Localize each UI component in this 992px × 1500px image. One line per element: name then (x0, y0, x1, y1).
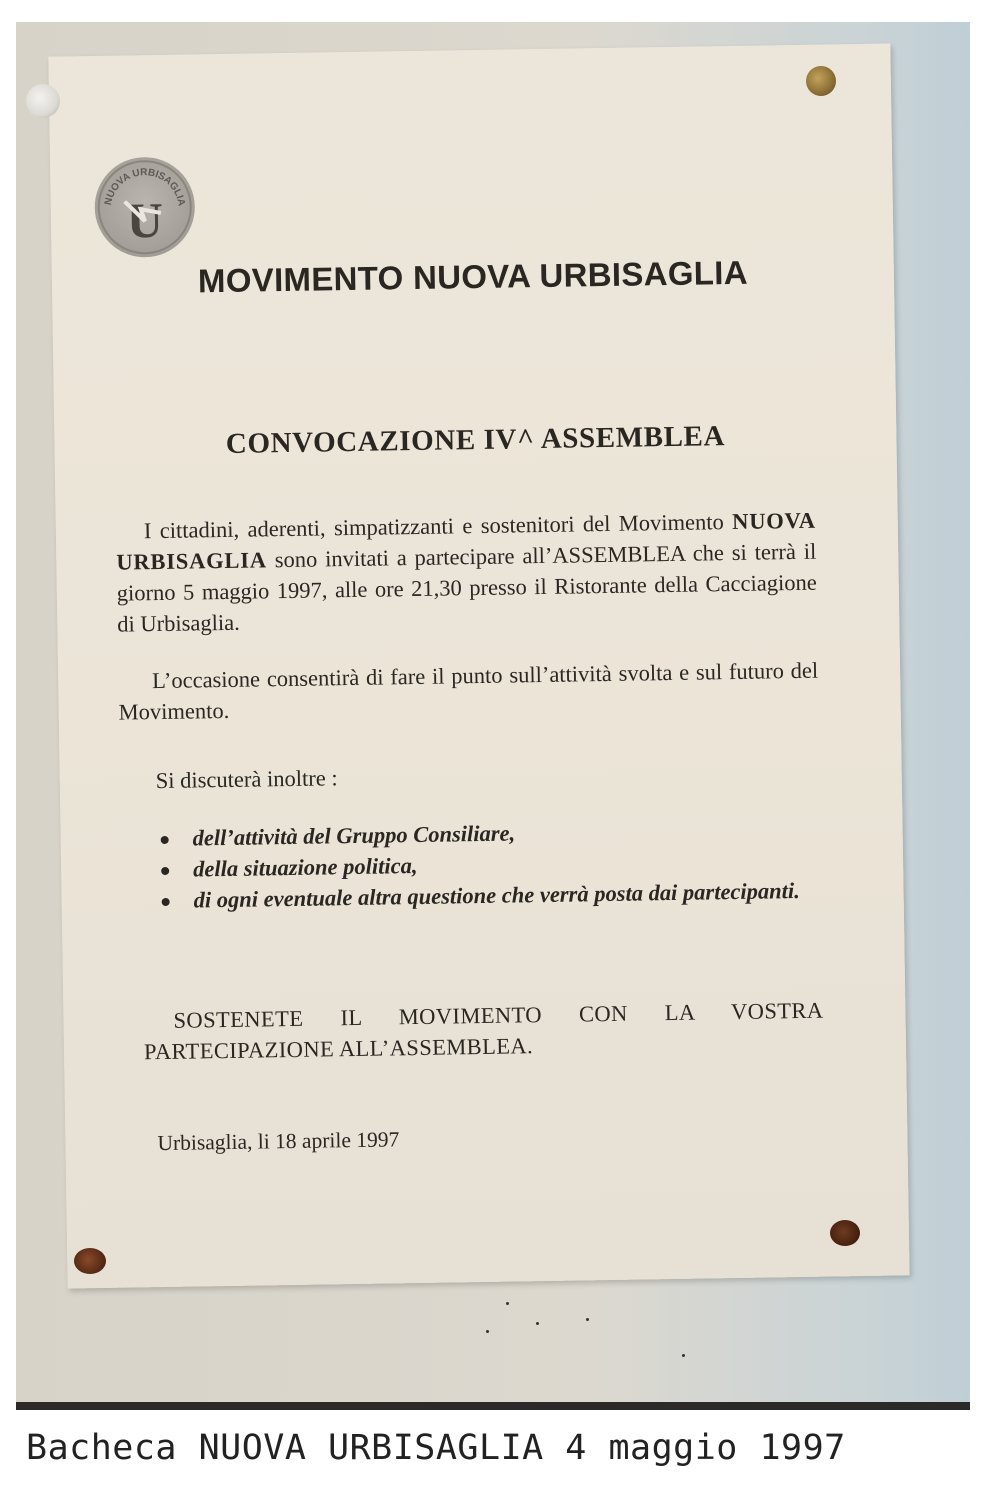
movement-logo (94, 156, 196, 258)
pushpin-icon (830, 1220, 860, 1246)
pushpin-icon (806, 66, 836, 96)
movement-name: NUOVA URBISAGLIA (116, 507, 816, 575)
notice-sheet (48, 43, 909, 1288)
board-speck (586, 1318, 589, 1321)
board-speck (486, 1330, 489, 1333)
logo-emblem-icon (94, 156, 196, 258)
board-speck (506, 1302, 509, 1305)
invitation-paragraph: I cittadini, aderenti, simpatizzanti e sostenitori del Movimento NUOVA URBISAGLIA sono invitati a partecipare all’ASSEMBLEA che si terrà il giorno 5 maggio 1997, alle ore 21,30 presso il Ristorante della Cacciagione di Urbisaglia. (116, 507, 817, 637)
list-item: di ogni eventuale altra questione che verrà posta dai partecipanti. (161, 875, 821, 916)
list-item: dell’attività del Gruppo Consiliare, (160, 813, 820, 854)
place-and-date: Urbisaglia, li 18 aprile 1997 (157, 1127, 400, 1156)
svg-text:U: U (126, 191, 164, 249)
svg-text:NUOVA URBISAGLIA: NUOVA URBISAGLIA (102, 167, 187, 207)
pushpin-icon (26, 84, 60, 118)
board-speck (682, 1354, 685, 1357)
list-item: della situazione politica, (161, 844, 821, 885)
board-speck (536, 1322, 539, 1325)
notice-heading: CONVOCAZIONE IV^ ASSEMBLEA (225, 420, 726, 460)
pushpin-icon (74, 1248, 106, 1274)
photograph (16, 22, 970, 1410)
occasion-paragraph: L’occasione consentirà di fare il punto sull’attività svolta e sul futuro del Movimento. (118, 657, 819, 725)
discussion-intro: Si discuterà inoltre : (155, 765, 338, 794)
photo-caption: Bacheca NUOVA URBISAGLIA 4 maggio 1997 (26, 1428, 846, 1468)
organization-title: MOVIMENTO NUOVA URBISAGLIA (197, 253, 749, 300)
agenda-list (160, 813, 821, 916)
appeal-text: SOSTENETE IL MOVIMENTO CON LA VOSTRA PARTECIPAZIONE ALL’ASSEMBLEA. (143, 997, 824, 1065)
photo-edge (16, 1402, 970, 1410)
